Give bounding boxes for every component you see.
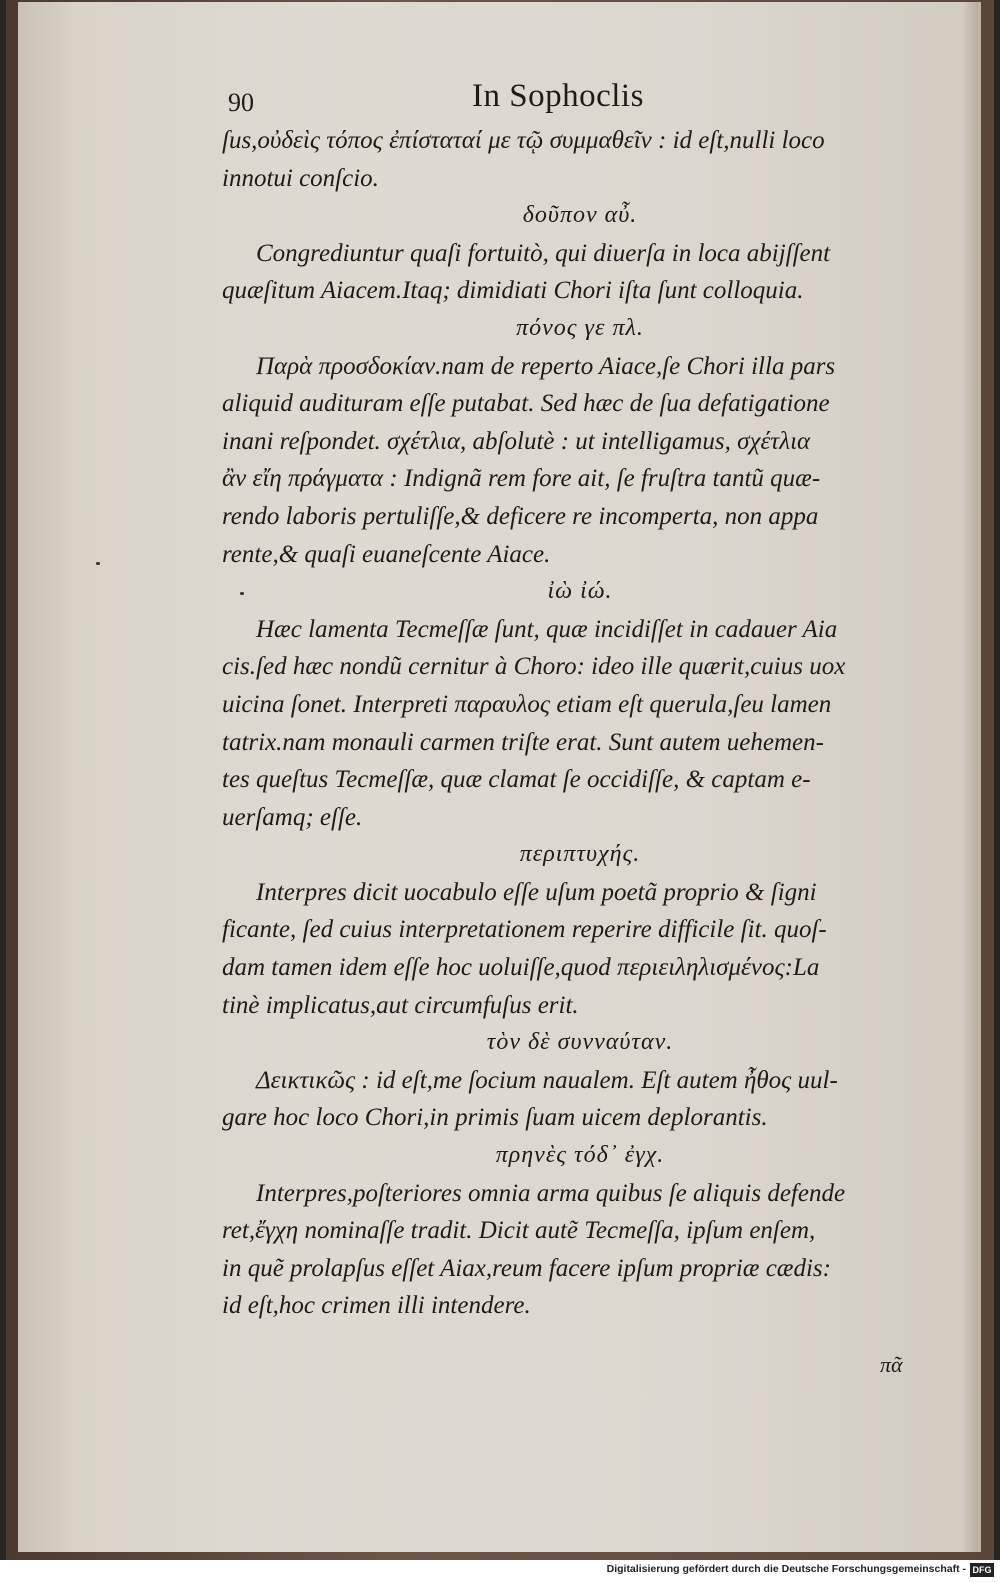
text-block: [222, 78, 938, 1325]
text-line: Congrediuntur quaſi fortuitò, qui diuerſa in loca abijſſent: [256, 239, 831, 267]
lemma-heading: δοῦπον αὖ.: [522, 202, 638, 229]
text-line: gare hoc loco Chori,in primis ſuam uicem deplorantis.: [222, 1104, 768, 1132]
text-line: uicina ſonet. Interpreti παραυλος etiam eſt querula,ſeu lamen: [222, 690, 832, 718]
text-line: aliquid audituram eſſe putabat. Sed hæc de ſua defatigatione: [222, 390, 830, 418]
text-line: in quẽ prolapſus eſſet Aiax,reum facere ipſum propriæ cædis:: [222, 1254, 831, 1282]
page-header: [222, 78, 938, 122]
text-line: ſus,οὐδεὶς τόπος ἐπίσταταί με τῷ συμμαθεῖν : id eſt,nulli loco: [222, 127, 825, 154]
text-line: tatrix.nam monauli carmen triſte erat. Sunt autem uehemen-: [222, 728, 824, 756]
text-line: uerſamq; eſſe.: [222, 803, 363, 831]
text-line: quæſitum Aiacem.Itaq; dimidiati Chori iſta ſunt colloquia.: [222, 277, 804, 305]
lemma-heading: ἰὼ ἰώ.: [547, 578, 613, 605]
text-lines: [222, 122, 938, 1325]
lemma-heading: πρηνὲς τόδ᾽ ἐγχ.: [495, 1142, 665, 1169]
text-line: dam tamen idem eſſe hoc uoluiſſe,quod περιειληλισμένος:La: [222, 954, 820, 982]
ink-speck: [96, 562, 100, 565]
text-line: inani reſpondet. σχέτλια, abſolutè : ut intelligamus, σχέτλια: [222, 427, 811, 455]
text-line: id eſt,hoc crimen illi intendere.: [222, 1292, 531, 1320]
text-line: ret,ἔγχη nominaſſe tradit. Dicit autẽ Tecmeſſa, ipſum enſem,: [222, 1217, 816, 1245]
catchword: πᾶ: [880, 1352, 903, 1377]
text-line: innotui conſcio.: [222, 164, 379, 192]
lemma-heading: πόνος γε πλ.: [516, 314, 644, 341]
text-line: rendo laboris pertuliſſe,& deficere re incomperta, non appa: [222, 502, 819, 530]
text-line: Interpres dicit uocabulo eſſe uſum poetã proprio & ſigni: [256, 878, 817, 906]
page-edge: [964, 2, 978, 1552]
text-line: rente,& quaſi euaneſcente Aiace.: [222, 540, 551, 568]
footer-credit: Digitalisierung gefördert durch die Deutsche Forschungsgemeinschaft -: [606, 1563, 966, 1575]
text-line: Δεικτικῶς : id eſt,me ſocium naualem. Eſt autem ἦθος uul-: [256, 1066, 838, 1094]
text-line: tes queſtus Tecmeſſæ, quæ clamat ſe occidiſſe, & captam e-: [222, 766, 811, 794]
page-number: 90: [228, 88, 254, 117]
footer-bar: [0, 1560, 1000, 1582]
lemma-heading: τὸν δὲ συνναύταν.: [486, 1029, 674, 1056]
text-line: ficante, ſed cuius interpretationem reperire difficile ſit. quoſ-: [222, 916, 827, 944]
text-line: ἂν εἴη πράγματα : Indignã rem fore ait, ſe fruſtra tantũ quæ-: [222, 465, 821, 493]
text-line: Interpres,poſteriores omnia arma quibus ſe aliquis defende: [256, 1179, 846, 1207]
text-line: Παρὰ προσδοκίαν.nam de reperto Aiace,ſe Chori illa pars: [256, 352, 836, 380]
text-line: cis.ſed hæc nondũ cernitur à Choro: ideo ille quærit,cuius uox: [222, 653, 846, 681]
dfg-logo: DFG: [970, 1563, 994, 1577]
text-line: Hæc lamenta Tecmeſſæ ſunt, quæ incidiſſet in cadauer Aia: [256, 615, 838, 643]
text-line: tinè implicatus,aut circumfuſus erit.: [222, 991, 579, 1019]
lemma-heading: περιπτυχής.: [519, 841, 641, 868]
running-title: In Sophoclis: [472, 78, 644, 114]
